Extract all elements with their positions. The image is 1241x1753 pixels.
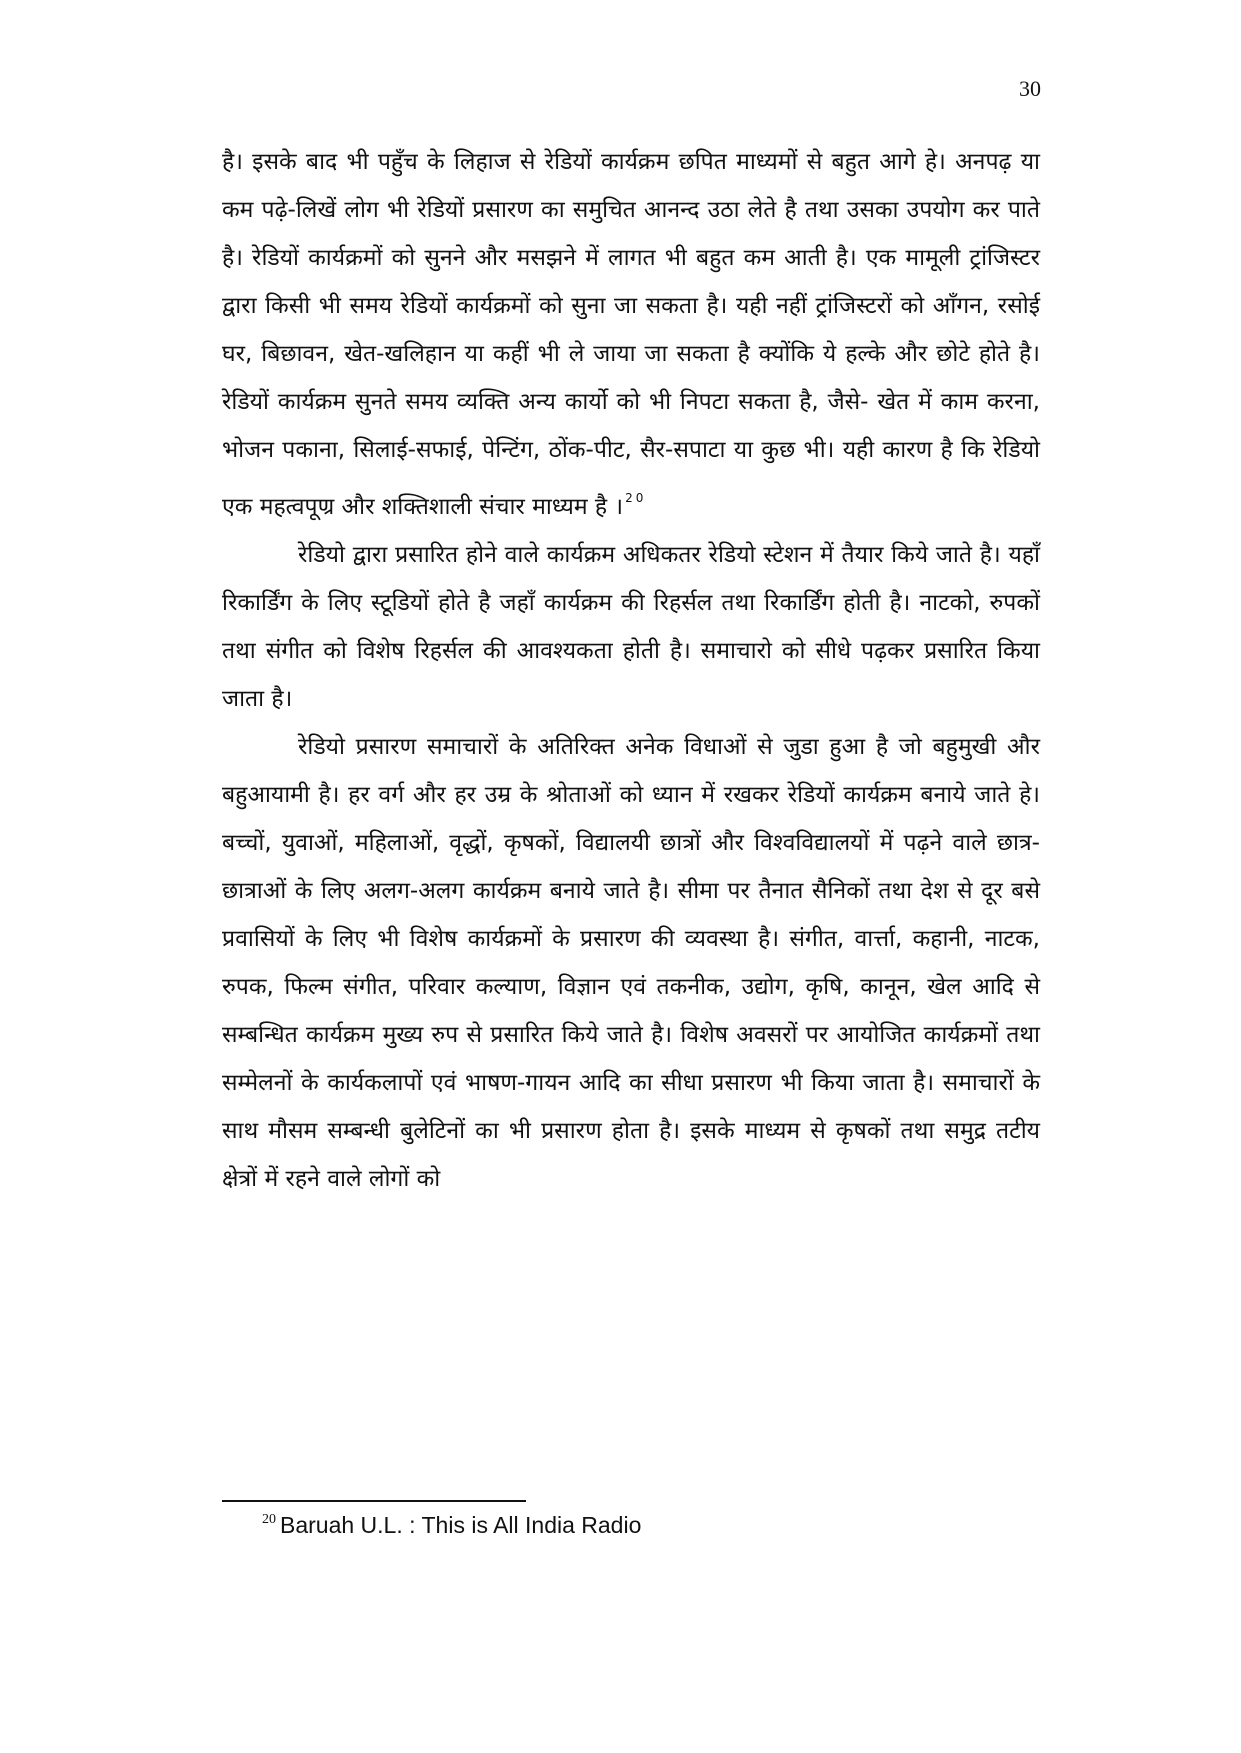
paragraph-2: रेडियो द्वारा प्रसारित होने वाले कार्यक्रम अधिकतर रेडियो स्टेशन में तैयार किये जाते है। यहाँ रिकार्डिंग के लिए स्टूडियों होते है जहाँ कार्यक्रम की रिहर्सल तथा रिकार्डिंग होती है। नाटको, रुपकों तथा संगीत को विशेष रिहर्सल की आवश्यकता होती है। समाचारो को सीधे पढ़कर प्रसारित किया जाता है।: [222, 542, 1040, 712]
paragraph-1-text: है। इसके बाद भी पहुँच के लिहाज से रेडियों कार्यक्रम छपित माध्यमों से बहुत आगे हे। अनपढ़ या कम पढ़े-लिखें लोग भी रेडियों प्रसारण का समुचित आनन्द उठा लेते है तथा उसका उपयोग कर पाते है। रेडियों कार्यक्रमों को सुनने और मसझने में लागत भी बहुत कम आती है। एक मामूली ट्रांजिस्टर द्वारा किसी भी समय रेडियों कार्यक्रमों को सुना जा सकता है। यही नहीं ट्रांजिस्टरों को आँगन, रसोई घर, बिछावन, खेत-खलिहान या कहीं भी ले जाया जा सकता है क्योंकि ये हल्के और छोटे होते है। रेडियों कार्यक्रम सुनते समय व्यक्ति अन्य कार्यो को भी निपटा सकता है, जैसे- खेत में काम करना, भोजन पकाना, सिलाई-सफाई, पेन्टिंग, ठोंक-पीट, सैर-सपाटा या कुछ भी। यही कारण है कि रेडियो एक महत्वपूण्र और शक्तिशाली संचार माध्यम है ।: [222, 149, 1040, 520]
footnote: [262, 1512, 641, 1539]
body-text: [222, 138, 1040, 1203]
paragraph-3: रेडियो प्रसारण समाचारों के अतिरिक्त अनेक विधाओं से जुडा हुआ है जो बहुमुखी और बहुआयामी है। हर वर्ग और हर उम्र के श्रोताओं को ध्यान में रखकर रेडियों कार्यक्रम बनाये जाते हे। बच्चों, युवाओं, महिलाओं, वृद्धों, कृषकों, विद्यालयी छात्रों और विश्वविद्यालयों में पढ़ने वाले छात्र-छात्राओं के लिए अलग-अलग कार्यक्रम बनाये जाते है। सीमा पर तैनात सैनिकों तथा देश से दूर बसे प्रवासियों के लिए भी विशेष कार्यक्रमों के प्रसारण की व्यवस्था है। संगीत, वार्त्ता, कहानी, नाटक, रुपक, फिल्म संगीत, परिवार कल्याण, विज्ञान एवं तकनीक, उद्योग, कृषि, कानून, खेल आदि से सम्बन्धित कार्यक्रम मुख्य रुप से प्रसारित किये जाते है। विशेष अवसरों पर आयोजित कार्यक्रमों तथा सम्मेलनों के कार्यकलापों एवं भाषण-गायन आदि का सीधा प्रसारण भी किया जाता है। समाचारों के साथ मौसम सम्बन्धी बुलेटिनों का भी प्रसारण होता है। इसके माध्यम से कृषकों तथा समुद्र तटीय क्षेत्रों में रहने वाले लोगों को: [222, 734, 1040, 1192]
footnote-number: 20: [262, 1512, 276, 1527]
page-number: 30: [1019, 76, 1041, 101]
footnote-reference: 20: [625, 491, 647, 505]
footnote-divider: [222, 1500, 526, 1502]
paragraph-1: [222, 138, 1040, 531]
footnote-text: Baruah U.L. : This is All India Radio: [280, 1512, 642, 1538]
